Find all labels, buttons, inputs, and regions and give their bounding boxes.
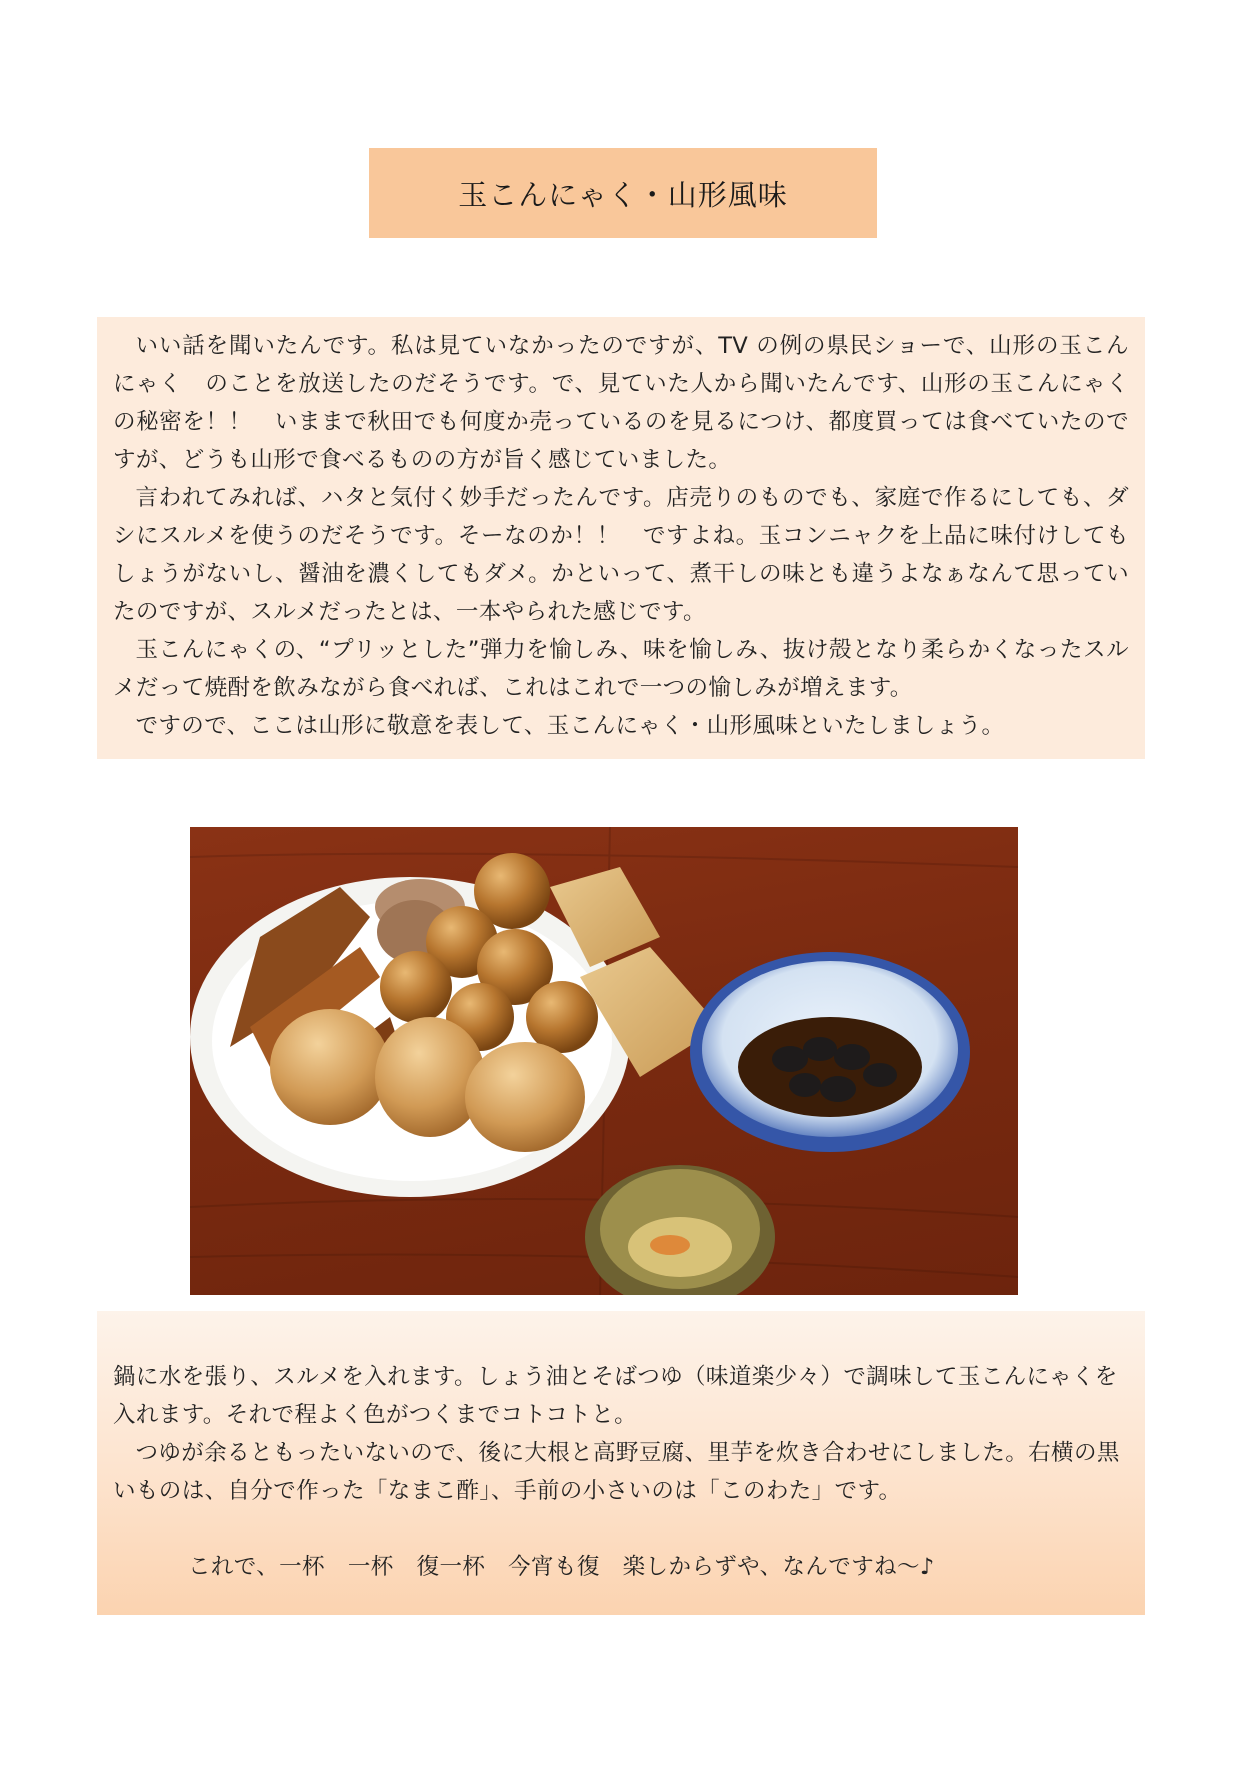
intro-paragraph: ですので、ここは山形に敬意を表して、玉こんにゃく・山形風味といたしましょう。 [135,713,1005,739]
intro-paragraph: 玉こんにゃくの、“プリッとした”弾力を愉しみ、味を愉しみ、抜け殻となり柔らかくなったスルメだって焼酎を飲みながら食べれば、これはこれで一つの愉しみが増えます。 [113,637,1129,701]
food-photo [190,827,1018,1295]
intro-paragraph: いい話を聞いたんです。私は見ていなかったのですが、TV の例の県民ショーで、山形の玉こんにゃく のことを放送したのだそうです。で、見ていた人から聞いたんです、山形の玉こんにゃくの秘密を！！ いままで秋田でも何度か売っているのを見るにつけ、都度買っては食べていたのですが、どうも山形で食べるものの方が旨く感じていました。 [113,333,1129,473]
page-title: 玉こんにゃく・山形風味 [458,177,788,212]
note-paragraph: 鍋に水を張り、スルメを入れます。しょう油とそばつゆ（味道楽少々）で調味して玉こんにゃくを入れます。それで程よく色がつくまでコトコトと。 [113,1364,1118,1428]
page-title-box [369,148,877,238]
note-text-box [97,1311,1145,1615]
note-paragraph: つゆが余るともったいないので、後に大根と高野豆腐、里芋を炊き合わせにしました。右横の黒いものは、自分で作った「なまこ酢」、手前の小さいのは「このわた」です。 [113,1440,1120,1504]
closing-line: これで、一杯 一杯 復一杯 今宵も復 楽しからずや、なんですね～♪ [188,1554,935,1580]
food-photo-illustration [190,827,1018,1295]
intro-text-box [97,317,1145,759]
intro-paragraph: 言われてみれば、ハタと気付く妙手だったんです。店売りのものでも、家庭で作るにしても、ダシにスルメを使うのだそうです。そーなのか！！ ですよね。玉コンニャクを上品に味付けしてもしょうがないし、醤油を濃くしてもダメ。かといって、煮干しの味とも違うよなぁなんて思っていたのですが、スルメだったとは、一本やられた感じです。 [113,485,1129,625]
